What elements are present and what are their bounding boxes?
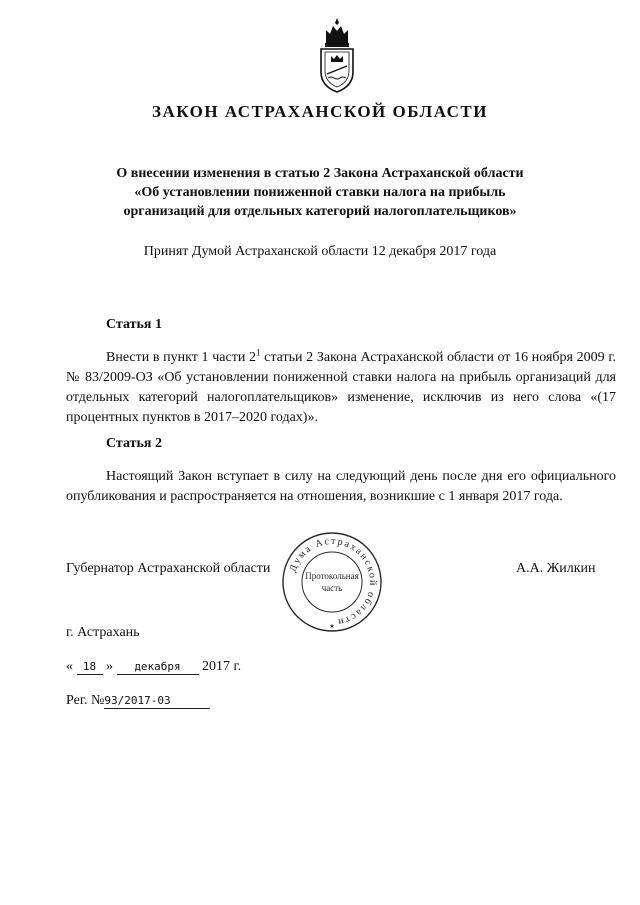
article-1-heading: Статья 1 bbox=[106, 317, 162, 332]
quote-close: » bbox=[106, 659, 113, 674]
superscript: 1 bbox=[255, 347, 261, 358]
quote-open: « bbox=[66, 659, 73, 674]
coat-of-arms-icon bbox=[312, 16, 362, 94]
stamp-center-line: часть bbox=[321, 583, 343, 593]
date-month: декабря bbox=[117, 660, 199, 675]
article-2-text: Настоящий Закон вступает в силу на следующий день после дня его официального опубликования и распространяется на отношения, возникшие с 1 января 2017 года. bbox=[66, 469, 616, 504]
law-title: ЗАКОН АСТРАХАНСКОЙ ОБЛАСТИ bbox=[151, 102, 488, 121]
official-stamp bbox=[280, 530, 384, 634]
stamp-ring-text: Дума Астраханской области bbox=[287, 535, 379, 628]
article-1-text bbox=[66, 348, 616, 428]
governor-name: А.А. Жилкин bbox=[516, 561, 596, 576]
article-1-text-end: статьи 2 Закона Астраханской области от 16 ноября 2009 г. № 83/2009-ОЗ «Об установлении пониженной ставки налога на прибыль организаций для отдельных категорий налогоплательщиков» изменение, исключив из него слова «(17 процентных пунктов в 2017–2020 годах)». bbox=[66, 350, 616, 425]
adoption-note: Принят Думой Астраханской области 12 декабря 2017 года bbox=[143, 244, 497, 259]
city: г. Астрахань bbox=[66, 625, 140, 640]
stamp-outer-ring bbox=[283, 533, 381, 631]
subject-line: О внесении изменения в статью 2 Закона Астраханской области bbox=[116, 166, 524, 181]
law-subject bbox=[60, 164, 580, 221]
date-year: 2017 г. bbox=[202, 659, 242, 674]
reg-label: Рег. № bbox=[66, 693, 105, 708]
stamp-center-line: Протокольная bbox=[305, 571, 359, 581]
star-icon: ★ bbox=[329, 623, 335, 630]
registration-number bbox=[66, 693, 210, 709]
article-1-text-start: Внести в пункт 1 части 2 bbox=[106, 350, 256, 365]
stamp-inner-ring bbox=[302, 552, 362, 612]
svg-text:Дума Астраханской области bbox=[287, 536, 378, 628]
governor-title: Губернатор Астраханской области bbox=[66, 561, 271, 576]
subject-line: организаций для отдельных категорий налогоплательщиков» bbox=[123, 204, 517, 219]
date-day: 18 bbox=[77, 660, 103, 675]
signing-date bbox=[66, 659, 241, 675]
article-2-heading: Статья 2 bbox=[106, 436, 162, 451]
reg-number: 93/2017-03 bbox=[104, 694, 210, 709]
subject-line: «Об установлении пониженной ставки налога на прибыль bbox=[134, 185, 506, 200]
